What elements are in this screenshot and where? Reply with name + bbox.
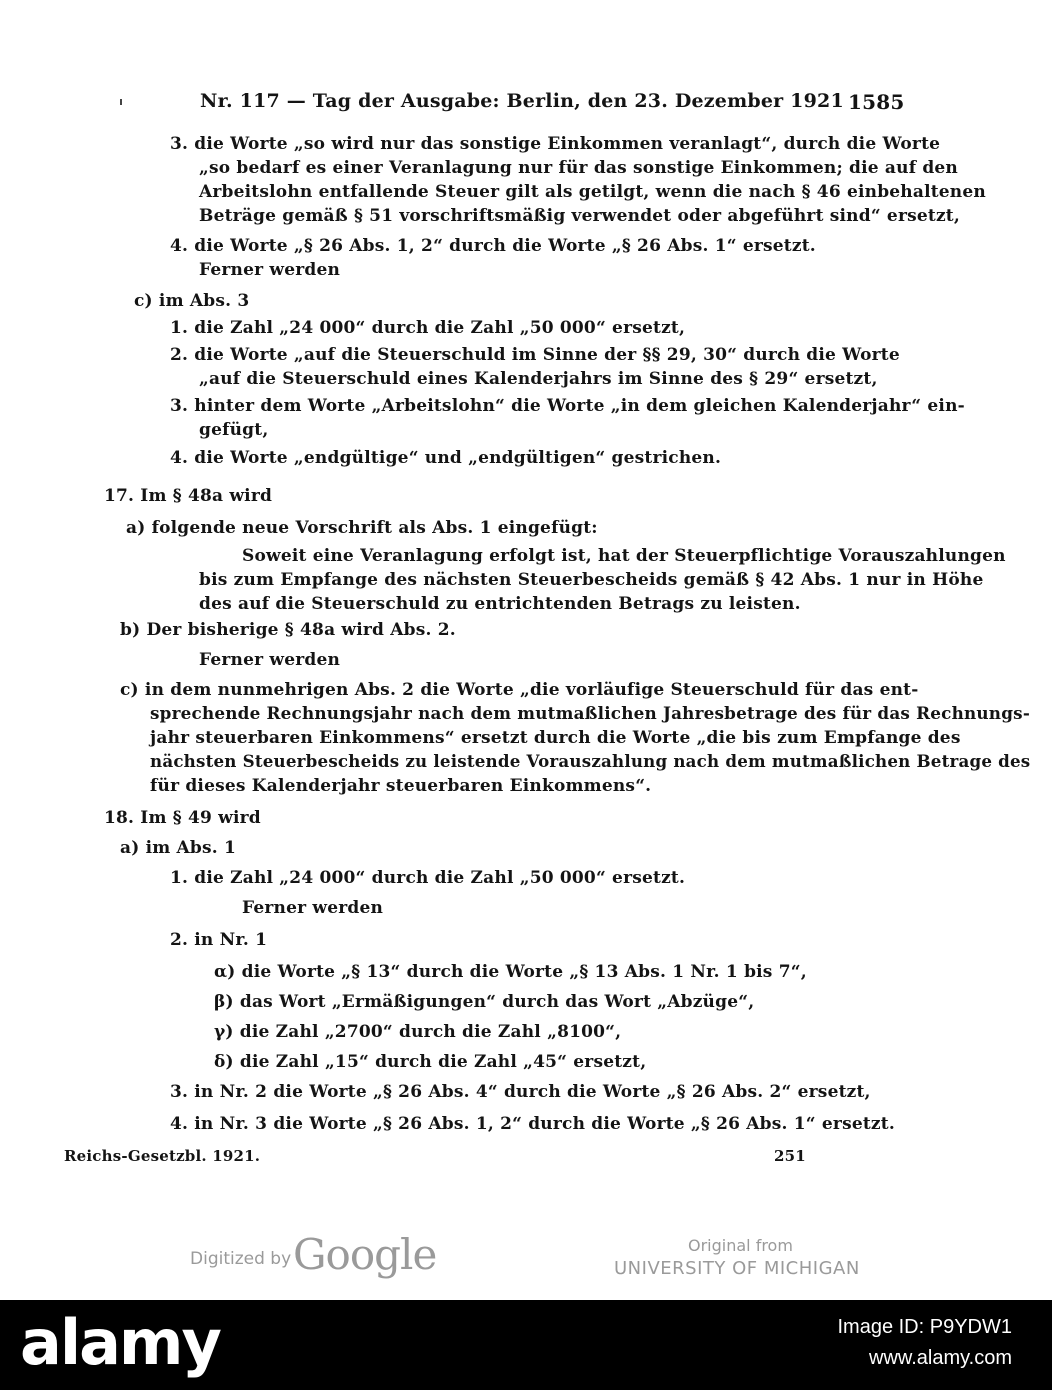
text-line: 17. Im § 48a wird (104, 486, 273, 506)
text-line: 4. die Worte „§ 26 Abs. 1, 2“ durch die Worte „§ 26 Abs. 1“ ersetzt. (170, 236, 816, 256)
text-line: sprechende Rechnungsjahr nach dem mutmaßlichen Jahresbetrage des für das Rechnungs- (150, 704, 1030, 724)
text-line: 1. die Zahl „24 000“ durch die Zahl „50 000“ ersetzt, (170, 318, 686, 338)
text-line: 2. die Worte „auf die Steuerschuld im Sinne der §§ 29, 30“ durch die Worte (170, 345, 900, 365)
text-line: α) die Worte „§ 13“ durch die Worte „§ 13 Abs. 1 Nr. 1 bis 7“, (214, 962, 807, 982)
text-line: c) im Abs. 3 (134, 291, 250, 311)
original-from-label: Original from (688, 1236, 793, 1255)
page-number: 1585 (848, 90, 905, 114)
footer-signature: 251 (774, 1147, 806, 1165)
text-line: jahr steuerbaren Einkommens“ ersetzt durch die Worte „die bis zum Empfange des (150, 728, 961, 748)
footer-source: Reichs-Gesetzbl. 1921. (64, 1147, 261, 1165)
text-line: 4. in Nr. 3 die Worte „§ 26 Abs. 1, 2“ durch die Worte „§ 26 Abs. 1“ ersetzt. (170, 1114, 895, 1134)
text-line: Soweit eine Veranlagung erfolgt ist, hat der Steuerpflichtige Vorauszahlungen (242, 546, 1006, 566)
digitized-by-label: Digitized by (190, 1249, 292, 1269)
text-line: Arbeitslohn entfallende Steuer gilt als getilgt, wenn die nach § 46 einbehaltenen (199, 182, 986, 202)
text-line: 2. in Nr. 1 (170, 930, 268, 950)
text-line: Ferner werden (242, 898, 384, 918)
text-line: „auf die Steuerschuld eines Kalenderjahrs im Sinne des § 29“ ersetzt, (199, 369, 878, 389)
text-line: γ) die Zahl „2700“ durch die Zahl „8100“, (214, 1022, 622, 1042)
university-label: UNIVERSITY OF MICHIGAN (614, 1258, 860, 1279)
text-line: für dieses Kalenderjahr steuerbaren Einkommens“. (150, 776, 652, 796)
text-line: 3. in Nr. 2 die Worte „§ 26 Abs. 4“ durch die Worte „§ 26 Abs. 2“ ersetzt, (170, 1082, 871, 1102)
text-line: Ferner werden (199, 260, 341, 280)
digitization-banner (0, 1226, 1052, 1296)
text-line: 3. die Worte „so wird nur das sonstige Einkommen veranlagt“, durch die Worte (170, 134, 941, 154)
text-line: gefügt, (199, 420, 269, 440)
text-line: β) das Wort „Ermäßigungen“ durch das Wort „Abzüge“, (214, 992, 755, 1012)
text-line: 18. Im § 49 wird (104, 808, 261, 828)
text-line: nächsten Steuerbescheids zu leistende Vorauszahlung nach dem mutmaßlichen Betrage des (150, 752, 1031, 772)
site-url: www.alamy.com (869, 1347, 1012, 1369)
alamy-logo: alamy (20, 1306, 220, 1379)
text-line: des auf die Steuerschuld zu entrichtenden Betrags zu leisten. (199, 594, 801, 614)
text-line: 1. die Zahl „24 000“ durch die Zahl „50 000“ ersetzt. (170, 868, 686, 888)
text-line: „so bedarf es einer Veranlagung nur für das sonstige Einkommen; die auf den (199, 158, 958, 178)
text-line: a) im Abs. 1 (120, 838, 237, 858)
running-title: Nr. 117 — Tag der Ausgabe: Berlin, den 23. Dezember 1921 (200, 90, 844, 112)
text-line: bis zum Empfange des nächsten Steuerbescheids gemäß § 42 Abs. 1 nur in Höhe (199, 570, 984, 590)
margin-mark (120, 99, 122, 105)
text-line: a) folgende neue Vorschrift als Abs. 1 eingefügt: (126, 518, 598, 538)
text-line: c) in dem nunmehrigen Abs. 2 die Worte „die vorläufige Steuerschuld für das ent- (120, 680, 919, 700)
text-line: δ) die Zahl „15“ durch die Zahl „45“ ersetzt, (214, 1052, 647, 1072)
text-line: b) Der bisherige § 48a wird Abs. 2. (120, 620, 456, 640)
image-id: Image ID: P9YDW1 (837, 1316, 1012, 1338)
text-line: 3. hinter dem Worte „Arbeitslohn“ die Worte „in dem gleichen Kalenderjahr“ ein- (170, 396, 965, 416)
text-line: Ferner werden (199, 650, 341, 670)
text-line: Beträge gemäß § 51 vorschriftsmäßig verwendet oder abgeführt sind“ ersetzt, (199, 206, 960, 226)
google-logo: Google (293, 1230, 437, 1279)
text-line: 4. die Worte „endgültige“ und „endgültigen“ gestrichen. (170, 448, 722, 468)
